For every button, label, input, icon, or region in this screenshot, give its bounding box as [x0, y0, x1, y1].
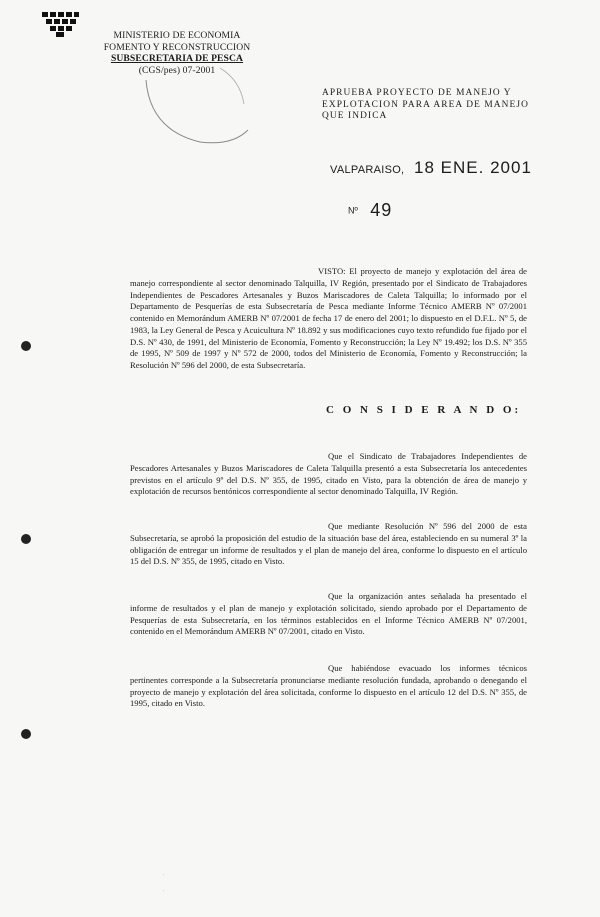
seal-stamp-icon: [140, 60, 250, 150]
considerando-heading: C O N S I D E R A N D O:: [326, 404, 522, 416]
punch-hole-icon: [21, 729, 31, 739]
p1-text: de Pescadores Artesanales y Buzos Mariscadores de Caleta Talquilla presentó a esta Subsecretaría los antecedentes previstos en el artículo 9º del D.S. Nº 355, de 1995, citado en Visto, para la obtención de área de manejo y explotación de recursos bentónicos correspondiente al sector denominado Talquilla, IV Región.: [130, 451, 527, 497]
considerando-paragraph-1: [130, 451, 527, 498]
p2-lead: Que mediante Resolución Nº 596 del 2000 de: [328, 521, 509, 531]
p4-text: pertinentes corresponde a la Subsecretaría pronunciarse mediante resolución fundada, aprobando o denegando el proyecto de manejo y explotación del área solicitada, conforme lo dispuesto en el artículo 12 del D.S. Nº 355, de 1995, citado en Visto.: [130, 674, 527, 709]
punch-hole-icon: [21, 341, 31, 351]
resolution-number-line: [348, 200, 392, 221]
date-place: VALPARAISO,: [330, 164, 405, 176]
considerando-paragraph-4: [130, 663, 527, 710]
ministry-logo-icon: [40, 10, 80, 38]
p3-text: presentado el informe de resultados y el plan de manejo y explotación solicitado, siendo aprobado por el Departamento de Pesquerías de esta Subsecretaría, en los términos establecidos en el Informe Técnico AMERB Nº 07/2001, contenido en el Memorándum AMERB Nº 07/2001, citado en Visto.: [130, 591, 528, 637]
p4-lead: Que habiéndose evacuado los informes técnicos: [328, 663, 527, 673]
resolution-number-label: Nº: [348, 205, 358, 216]
header-ministry: MINISTERIO DE ECONOMIA: [113, 30, 241, 41]
visto-text: El proyecto de manejo y explotación del área de manejo correspondiente al sector denominado Talquilla, IV Región, presentado por el Sindicato de Trabajadores Independientes de Pescadores Artesanales y Buzos Mariscadores de Caleta Talquilla; lo informado por el Departamento de Pesquerías de esta Subsecretaría de Pesca mediante Informe Técnico AMERB Nº 07/2001 contenido en Memorándum AMERB Nº 07/2001 de fecha 17 de enero del 2001; lo dispuesto en el D.F.L. Nº 5, de 1983, la Ley General de Pesca y Acuicultura Nº 18.892 y sus modificaciones cuyo texto refundido fue fijado por el D.S. Nº 430, de 1991, del Ministerio de Economía, Fomento y Reconstrucción; la Ley Nº 19.492; los D.S. Nº 355 de 1995, Nº 509 de 1997 y Nº 572 de 2000, todos del Ministerio de Economía, Fomento y Reconstrucción; la Resolución Nº 596 del 2000, de esta Subsecretaría.: [130, 266, 527, 370]
resolution-subject: APRUEBA PROYECTO DE MANEJO Y EXPLOTACION PARA AREA DE MANEJO QUE INDICA: [322, 88, 529, 121]
scan-mark: .: [163, 872, 165, 877]
header-ministry-2: FOMENTO Y RECONSTRUCCION: [103, 41, 251, 53]
header-subsecretaria: SUBSECRETARIA DE PESCA: [110, 53, 244, 64]
date-line: [330, 158, 532, 178]
punch-hole-icon: [21, 534, 31, 544]
p3-lead: Que la organización antes señalada ha: [328, 591, 474, 601]
resolution-number: 49: [370, 200, 393, 220]
considerando-paragraph-2: [130, 521, 527, 568]
visto-lead: VISTO:: [318, 266, 346, 276]
p2-text: esta Subsecretaría, se aprobó la proposición del estudio de la situación base del área, estableciendo en su numeral 3º la obligación de entregar un informe de resultados y el plan de manejo del área, conforme lo dispuesto en el artículo 15 del D.S. Nº 355, de 1995, citado en Visto.: [130, 521, 527, 567]
considerando-paragraph-3: [130, 591, 527, 638]
visto-paragraph: [130, 266, 527, 372]
p1-lead: Que el Sindicato de Trabajadores Independientes: [328, 451, 514, 461]
date-stamp: 18 ENE. 2001: [414, 158, 532, 177]
scan-mark: .: [163, 888, 165, 893]
header-reference: (CGS/pes) 07-2001: [138, 64, 216, 76]
